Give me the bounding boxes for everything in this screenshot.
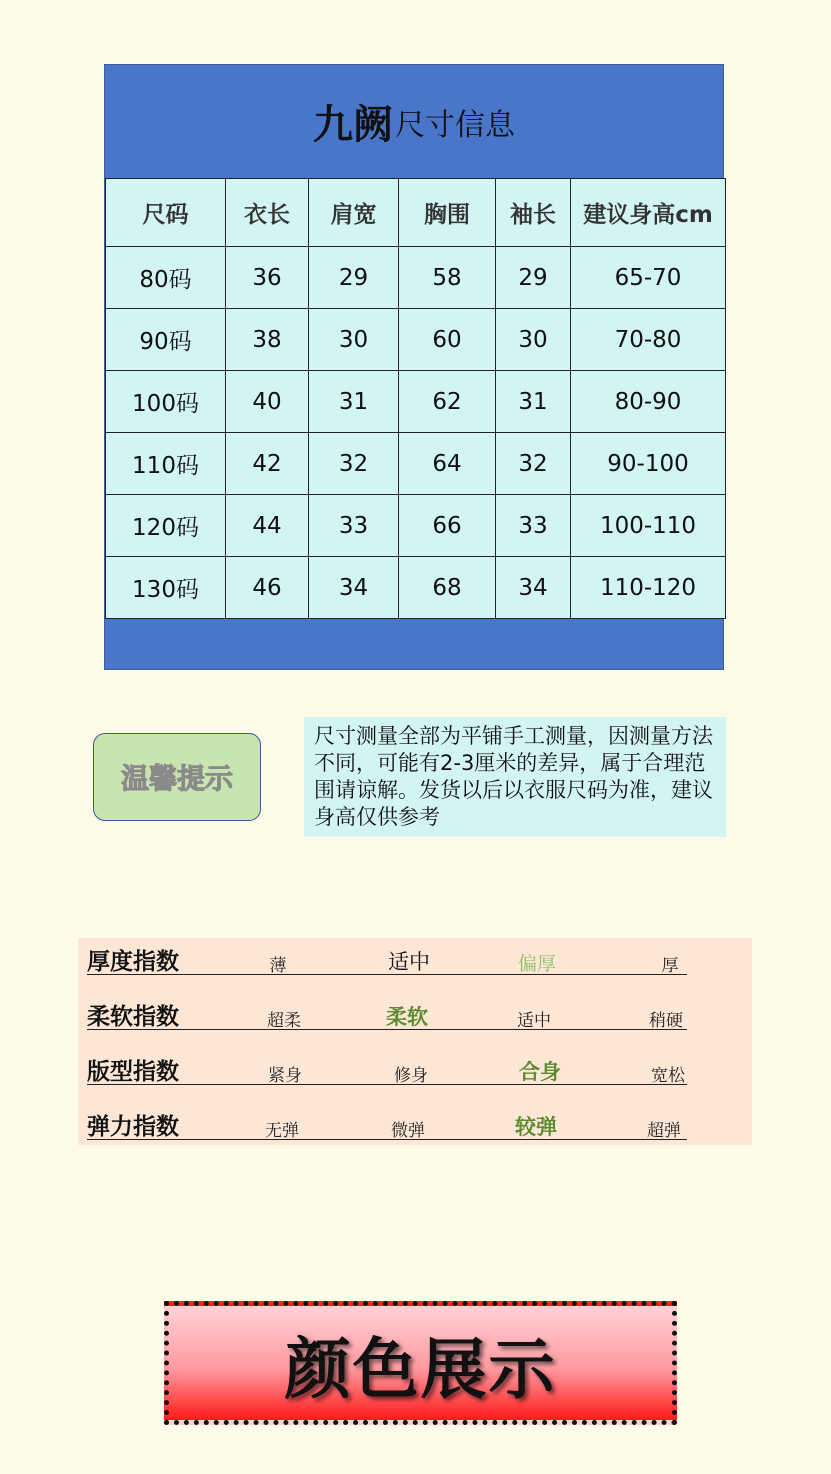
table-row bbox=[106, 433, 726, 495]
table-cell: 31 bbox=[496, 371, 571, 433]
index-label: 弹力指数 bbox=[87, 1114, 179, 1140]
table-cell: 33 bbox=[309, 495, 399, 557]
table-cell: 32 bbox=[309, 433, 399, 495]
table-cell: 110码 bbox=[106, 433, 226, 495]
table-cell: 62 bbox=[399, 371, 496, 433]
index-option: 宽松 bbox=[651, 1066, 685, 1086]
header-sleeve: 袖长 bbox=[496, 179, 571, 247]
table-row bbox=[106, 557, 726, 619]
tip-text: 尺寸测量全部为平铺手工测量，因测量方法不同，可能有2-3厘米的差异，属于合理范围请谅解。发货以后以衣服尺码为准，建议身高仅供参考 bbox=[304, 717, 726, 837]
table-cell: 100-110 bbox=[571, 495, 726, 557]
index-panel bbox=[78, 938, 752, 1145]
index-option: 适中 bbox=[517, 1011, 551, 1031]
index-option: 无弹 bbox=[265, 1121, 299, 1141]
index-option-selected: 偏厚 bbox=[517, 953, 557, 975]
index-option: 超弹 bbox=[647, 1121, 681, 1141]
table-cell: 42 bbox=[226, 433, 309, 495]
table-cell: 29 bbox=[496, 247, 571, 309]
size-info-title bbox=[105, 65, 723, 178]
index-row-elasticity bbox=[78, 1107, 752, 1143]
size-info-card bbox=[104, 64, 724, 670]
table-cell: 80码 bbox=[106, 247, 226, 309]
tip-badge: 温馨提示 bbox=[93, 733, 261, 821]
table-cell: 120码 bbox=[106, 495, 226, 557]
brand-name: 九阙 bbox=[313, 102, 393, 148]
table-cell: 65-70 bbox=[571, 247, 726, 309]
table-row bbox=[106, 495, 726, 557]
index-option-selected: 合身 bbox=[519, 1060, 561, 1084]
size-table bbox=[105, 178, 726, 619]
table-cell: 90-100 bbox=[571, 433, 726, 495]
table-cell: 70-80 bbox=[571, 309, 726, 371]
table-cell: 100码 bbox=[106, 371, 226, 433]
table-cell: 68 bbox=[399, 557, 496, 619]
header-chest: 胸围 bbox=[399, 179, 496, 247]
table-row bbox=[106, 247, 726, 309]
table-cell: 64 bbox=[399, 433, 496, 495]
index-option: 厚 bbox=[661, 956, 679, 976]
table-cell: 90码 bbox=[106, 309, 226, 371]
table-cell: 44 bbox=[226, 495, 309, 557]
table-row bbox=[106, 309, 726, 371]
table-cell: 38 bbox=[226, 309, 309, 371]
table-cell: 60 bbox=[399, 309, 496, 371]
color-display-banner: 颜色展示 bbox=[164, 1301, 677, 1425]
table-cell: 130码 bbox=[106, 557, 226, 619]
header-length: 衣长 bbox=[226, 179, 309, 247]
table-cell: 32 bbox=[496, 433, 571, 495]
index-label: 柔软指数 bbox=[87, 1004, 179, 1030]
index-option: 微弹 bbox=[391, 1121, 425, 1141]
index-row-softness bbox=[78, 997, 752, 1033]
table-cell: 34 bbox=[496, 557, 571, 619]
index-label: 版型指数 bbox=[87, 1059, 179, 1085]
index-label: 厚度指数 bbox=[87, 949, 179, 975]
size-table-header-row bbox=[106, 179, 726, 247]
header-shoulder: 肩宽 bbox=[309, 179, 399, 247]
table-cell: 31 bbox=[309, 371, 399, 433]
table-cell: 34 bbox=[309, 557, 399, 619]
table-cell: 40 bbox=[226, 371, 309, 433]
table-cell: 110-120 bbox=[571, 557, 726, 619]
size-info-title-suffix: 尺寸信息 bbox=[395, 107, 515, 143]
table-cell: 36 bbox=[226, 247, 309, 309]
table-cell: 80-90 bbox=[571, 371, 726, 433]
table-cell: 58 bbox=[399, 247, 496, 309]
table-cell: 30 bbox=[309, 309, 399, 371]
index-option: 薄 bbox=[269, 956, 287, 976]
table-row bbox=[106, 371, 726, 433]
index-option: 修身 bbox=[394, 1066, 428, 1086]
index-option: 紧身 bbox=[268, 1066, 302, 1086]
table-cell: 29 bbox=[309, 247, 399, 309]
index-row-thickness bbox=[78, 942, 752, 978]
table-cell: 33 bbox=[496, 495, 571, 557]
index-option-selected: 柔软 bbox=[386, 1005, 428, 1029]
table-cell: 66 bbox=[399, 495, 496, 557]
index-row-fit bbox=[78, 1052, 752, 1088]
index-option: 稍硬 bbox=[649, 1011, 683, 1031]
table-cell: 46 bbox=[226, 557, 309, 619]
header-height: 建议身高cm bbox=[571, 179, 726, 247]
index-option-selected: 较弹 bbox=[515, 1115, 557, 1139]
header-size: 尺码 bbox=[106, 179, 226, 247]
table-cell: 30 bbox=[496, 309, 571, 371]
index-option: 适中 bbox=[388, 950, 430, 974]
index-option: 超柔 bbox=[267, 1011, 301, 1031]
